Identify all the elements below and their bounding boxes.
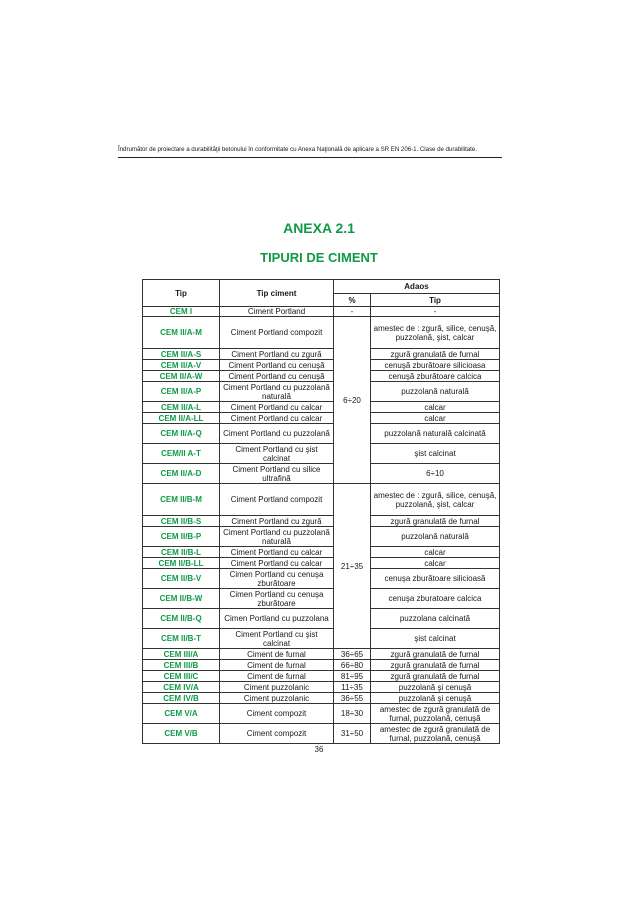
cement-code: CEM II/B-L [143,547,220,558]
cement-code: CEM II/A-P [143,382,220,402]
addition-type: amestec de zgură granulată de furnal, puzzolană, cenuşă [371,724,500,744]
addition-percent: 36÷65 [334,649,371,660]
addition-type: cenuşa zburatoare calcica [371,589,500,609]
cement-name: Ciment Portland compozit [220,484,334,516]
running-header: Îndrumător de proiectare a durabilităţii betonului în conformitate cu Anexa Naţională de aplicare a SR EN 206-1. Clase de durabilitate. [118,146,477,153]
cement-name: Ciment Portland compozit [220,317,334,349]
addition-type: amestec de zgură granulată de furnal, puzzolană, cenuşă [371,704,500,724]
table-row [143,317,500,349]
cement-code: CEM III/C [143,671,220,682]
addition-type: calcar [371,547,500,558]
table-row [143,671,500,682]
addition-type: calcar [371,413,500,424]
addition-type: cenuşă zburătoare silicioasa [371,360,500,371]
addition-percent: 66÷80 [334,660,371,671]
table-row [143,516,500,527]
table-row [143,724,500,744]
cement-code: CEM I [143,307,220,317]
addition-type: cenuşa zburătoare silicioasă [371,569,500,589]
cement-name: Ciment Portland cu zgură [220,516,334,527]
addition-percent: 11÷35 [334,682,371,693]
header-tip: Tip [143,280,220,307]
header-adaos-tip: Tip [371,294,500,307]
cement-code: CEM II/A-W [143,371,220,382]
table-row [143,569,500,589]
cement-name: Ciment Portland cu silice ultrafină [220,464,334,484]
cement-name: Ciment Portland cu calcar [220,402,334,413]
cement-name: Ciment Portland [220,307,334,317]
table-row [143,307,500,317]
table-row [143,609,500,629]
addition-type: puzzolană şi cenuşă [371,682,500,693]
cement-code: CEM II/A-LL [143,413,220,424]
header-percent: % [334,294,371,307]
cement-name: Ciment Portland cu şist calcinat [220,444,334,464]
cement-name: Ciment Portland cu calcar [220,547,334,558]
cement-code: CEM II/B-LL [143,558,220,569]
addition-type: puzzolană şi cenuşă [371,693,500,704]
table-row [143,660,500,671]
cement-code: CEM II/B-V [143,569,220,589]
cement-code: CEM V/B [143,724,220,744]
cement-name: Ciment Portland cu zgură [220,349,334,360]
table-row [143,629,500,649]
cement-code: CEM II/B-T [143,629,220,649]
addition-type: şist calcinat [371,629,500,649]
cement-types-table [142,279,500,744]
addition-type: puzzolana calcinată [371,609,500,629]
cement-name: Ciment Portland cu calcar [220,413,334,424]
table-row [143,349,500,360]
table-row [143,704,500,724]
table-row [143,484,500,516]
addition-percent: 6÷10 [371,464,500,484]
addition-type: şist calcinat [371,444,500,464]
table-row [143,589,500,609]
addition-type: zgură granulată de furnal [371,671,500,682]
cement-code: CEM II/A-V [143,360,220,371]
cement-name: Cimen Portland cu cenuşa zburătoare [220,589,334,609]
cement-code: CEM V/A [143,704,220,724]
cement-code: CEM II/A-D [143,464,220,484]
cement-code: CEM IV/B [143,693,220,704]
addition-type: amestec de : zgură, silice, cenuşă, puzzolană, şist, calcar [371,317,500,349]
cement-name: Ciment Portland cu puzzolană naturală [220,527,334,547]
cement-code: CEM II/B-Q [143,609,220,629]
table-row [143,527,500,547]
cement-name: Ciment Portland cu puzzolană [220,424,334,444]
cement-name: Ciment de furnal [220,671,334,682]
table-row [143,424,500,444]
table-row [143,444,500,464]
cement-name: Cimen Portland cu puzzolana [220,609,334,629]
addition-percent: 31÷50 [334,724,371,744]
addition-percent: 6÷20 [334,317,371,484]
addition-type: puzzolană naturală [371,527,500,547]
cement-name: Ciment puzzolanic [220,693,334,704]
annex-title: ANEXA 2.1 [283,220,355,236]
table-row [143,464,500,484]
cement-code: CEM II/A-L [143,402,220,413]
addition-type: zgură granulată de furnal [371,660,500,671]
addition-type: puzzolană naturală calcinată [371,424,500,444]
addition-type: - [371,307,500,317]
cement-name: Ciment Portland cu cenuşă [220,360,334,371]
addition-type: zgură granulată de furnal [371,349,500,360]
addition-percent: 36÷55 [334,693,371,704]
cement-name: Ciment Portland cu cenuşă [220,371,334,382]
cement-code: CEM II/A-Q [143,424,220,444]
cement-code: CEM II/B-P [143,527,220,547]
addition-percent: 81÷95 [334,671,371,682]
cement-code: CEM II/B-M [143,484,220,516]
cement-name: Cimen Portland cu cenuşa zburătoare [220,569,334,589]
addition-type: puzzolană naturală [371,382,500,402]
addition-type: cenuşă zburătoare calcica [371,371,500,382]
annex-subtitle: TIPURI DE CIMENT [260,250,378,265]
addition-type: calcar [371,402,500,413]
addition-type: zgură granulată de furnal [371,516,500,527]
cement-name: Ciment compozit [220,724,334,744]
table-row [143,413,500,424]
header-adaos: Adaos [334,280,500,294]
cement-code: CEM III/A [143,649,220,660]
cement-name: Ciment de furnal [220,660,334,671]
cement-name: Ciment puzzolanic [220,682,334,693]
cement-name: Ciment de furnal [220,649,334,660]
page-number: 36 [314,745,324,754]
table-row [143,682,500,693]
cement-code: CEM II/A-S [143,349,220,360]
cement-name: Ciment compozit [220,704,334,724]
table-row [143,547,500,558]
cement-code: CEM II/B-S [143,516,220,527]
addition-type: zgură granulată de furnal [371,649,500,660]
table-row [143,402,500,413]
cement-code: CEM II/A-M [143,317,220,349]
table-row [143,382,500,402]
addition-type: amestec de : zgură, silice, cenuşă, puzzolană, şist, calcar [371,484,500,516]
header-divider [118,157,502,158]
table-row [143,558,500,569]
cement-name: Ciment Portland cu calcar [220,558,334,569]
cement-code: CEM/II A-T [143,444,220,464]
addition-percent: - [334,307,371,317]
table-row [143,649,500,660]
table-row [143,360,500,371]
table-row [143,371,500,382]
cement-code: CEM II/B-W [143,589,220,609]
cement-name: Ciment Portland cu şist calcinat [220,629,334,649]
addition-percent: 21÷35 [334,484,371,649]
cement-name: Ciment Portland cu puzzolană naturală [220,382,334,402]
addition-type: calcar [371,558,500,569]
cement-code: CEM III/B [143,660,220,671]
header-tip-ciment: Tip ciment [220,280,334,307]
cement-code: CEM IV/A [143,682,220,693]
table-row [143,693,500,704]
addition-percent: 18÷30 [334,704,371,724]
